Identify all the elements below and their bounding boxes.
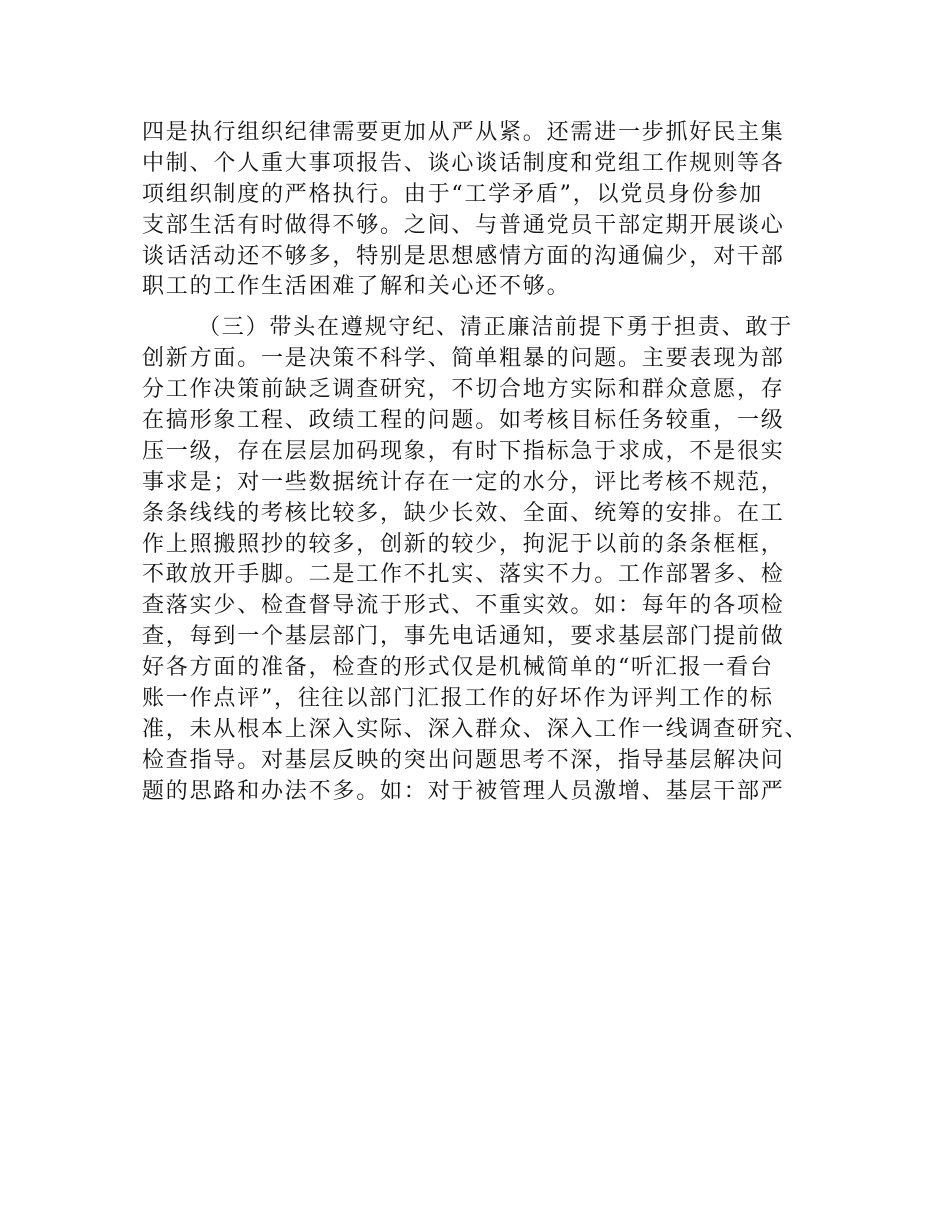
text-line: 检查指导。对基层反映的突出问题思考不深，指导基层解决问 [142,747,785,773]
body-text [142,118,842,808]
text-line: 四是执行组织纪律需要更加从严从紧。还需进一步抓好民主集 [142,120,785,145]
text-line: 账一作点评”，往往以部门汇报工作的好坏作为评判工作的标 [142,686,774,712]
paragraph-1 [142,118,842,303]
text-line: 事求是；对一些数据统计存在一定的水分，评比考核不规范， [142,469,785,495]
text-line: 中制、个人重大事项报告、谈心谈话制度和党组工作规则等各 [142,150,785,176]
text-line-indented: （三）带头在遵规守纪、清正廉洁前提下勇于担责、敢于 [198,315,794,341]
text-line: 题的思路和办法不多。如：对于被管理人员激增、基层干部严 [142,778,785,804]
text-line: 查落实少、检查督导流于形式、不重实效。如：每年的各项检 [142,593,785,619]
text-line: 好各方面的准备，检查的形式仅是机械简单的“听汇报一看台 [142,655,774,681]
text-line: 准，未从根本上深入实际、深入群众、深入工作一线调查研究、 [142,716,809,742]
text-line: 职工的工作生活困难了解和关心还不够。 [142,274,571,300]
text-line: 分工作决策前缺乏调查研究，不切合地方实际和群众意愿，存 [142,377,785,403]
paragraph-spacer [142,303,842,313]
text-line: 条条线线的考核比较多，缺少长效、全面、统筹的安排。在工 [142,500,785,526]
text-line: 创新方面。一是决策不科学、简单粗暴的问题。主要表现为部 [142,346,785,372]
text-line: 不敢放开手脚。二是工作不扎实、落实不力。工作部署多、检 [142,562,785,588]
text-line: 支部生活有时做得不够。之间、与普通党员干部定期开展谈心 [142,212,785,238]
text-line: 在搞形象工程、政绩工程的问题。如考核目标任务较重，一级 [142,408,785,434]
paragraph-2 [142,313,842,807]
text-line: 项组织制度的严格执行。由于“工学矛盾”，以党员身份参加 [142,181,764,207]
text-line: 谈话活动还不够多，特别是思想感情方面的沟通偏少，对干部 [142,243,785,269]
text-line: 查，每到一个基层部门，事先电话通知，要求基层部门提前做 [142,624,785,650]
text-line: 压一级，存在层层加码现象，有时下指标急于求成，不是很实 [142,438,785,464]
text-line: 作上照搬照抄的较多，创新的较少，拘泥于以前的条条框框， [142,531,785,557]
